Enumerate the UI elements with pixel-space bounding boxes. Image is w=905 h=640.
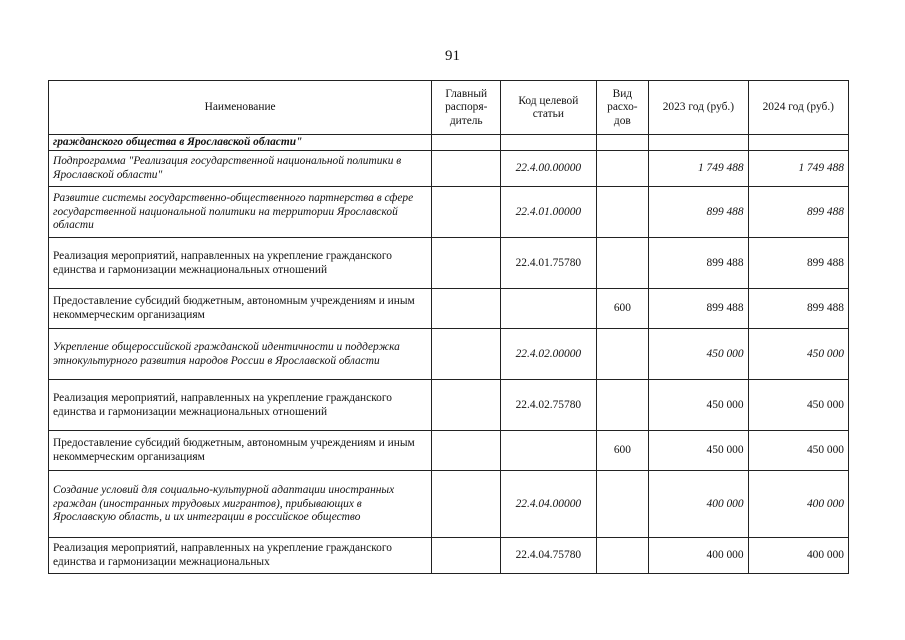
row-amount-2024: 450 000 bbox=[748, 380, 848, 431]
row-amount-2024: 899 488 bbox=[748, 289, 848, 329]
row-name: Развитие системы государственно-общественного партнерства в сфере государственной национальной политики на территории Ярославской области bbox=[49, 187, 432, 238]
row-code bbox=[501, 431, 596, 471]
header-year-2023: 2023 год (руб.) bbox=[649, 81, 748, 135]
row-administrator bbox=[432, 431, 501, 471]
row-amount-2024: 1 749 488 bbox=[748, 151, 848, 187]
header-year-2024: 2024 год (руб.) bbox=[748, 81, 848, 135]
row-administrator bbox=[432, 329, 501, 380]
table-row bbox=[49, 431, 849, 471]
table-row bbox=[49, 238, 849, 289]
row-kind bbox=[596, 380, 649, 431]
row-administrator bbox=[432, 151, 501, 187]
row-amount-2023: 450 000 bbox=[649, 380, 748, 431]
row-kind bbox=[596, 238, 649, 289]
row-name: гражданского общества в Ярославской области" bbox=[49, 135, 432, 151]
row-code: 22.4.02.75780 bbox=[501, 380, 596, 431]
row-administrator bbox=[432, 289, 501, 329]
row-code: 22.4.04.75780 bbox=[501, 538, 596, 574]
row-kind bbox=[596, 471, 649, 538]
page-number: 91 bbox=[445, 48, 460, 64]
row-name: Подпрограмма "Реализация государственной национальной политики в Ярославской области" bbox=[49, 151, 432, 187]
row-code: 22.4.01.75780 bbox=[501, 238, 596, 289]
row-name: Реализация мероприятий, направленных на укрепление гражданского единства и гармонизации межнациональных отношений bbox=[49, 380, 432, 431]
budget-table bbox=[48, 80, 849, 574]
row-amount-2024 bbox=[748, 135, 848, 151]
row-kind: 600 bbox=[596, 431, 649, 471]
row-name: Предоставление субсидий бюджетным, автономным учреждениям и иным некоммерческим организациям bbox=[49, 431, 432, 471]
row-amount-2024: 450 000 bbox=[748, 329, 848, 380]
row-administrator bbox=[432, 135, 501, 151]
table-row bbox=[49, 380, 849, 431]
row-amount-2023: 1 749 488 bbox=[649, 151, 748, 187]
header-administrator: Главный распоря-дитель bbox=[432, 81, 501, 135]
row-amount-2023: 450 000 bbox=[649, 329, 748, 380]
row-administrator bbox=[432, 471, 501, 538]
row-name: Реализация мероприятий, направленных на укрепление гражданского единства и гармонизации межнациональных отношений bbox=[49, 238, 432, 289]
row-administrator bbox=[432, 380, 501, 431]
row-code bbox=[501, 135, 596, 151]
table-row bbox=[49, 135, 849, 151]
row-kind bbox=[596, 538, 649, 574]
row-kind bbox=[596, 135, 649, 151]
row-amount-2023: 899 488 bbox=[649, 187, 748, 238]
table-row bbox=[49, 329, 849, 380]
row-name: Реализация мероприятий, направленных на укрепление гражданского единства и гармонизации межнациональных bbox=[49, 538, 432, 574]
row-amount-2024: 899 488 bbox=[748, 187, 848, 238]
row-name: Предоставление субсидий бюджетным, автономным учреждениям и иным некоммерческим организациям bbox=[49, 289, 432, 329]
row-amount-2023: 899 488 bbox=[649, 289, 748, 329]
row-amount-2024: 899 488 bbox=[748, 238, 848, 289]
row-code: 22.4.01.00000 bbox=[501, 187, 596, 238]
table-row bbox=[49, 289, 849, 329]
row-amount-2024: 400 000 bbox=[748, 471, 848, 538]
row-amount-2023: 400 000 bbox=[649, 471, 748, 538]
row-administrator bbox=[432, 238, 501, 289]
header-expense-type: Вид расхо-дов bbox=[596, 81, 649, 135]
row-administrator bbox=[432, 187, 501, 238]
header-name: Наименование bbox=[49, 81, 432, 135]
table-row bbox=[49, 471, 849, 538]
row-kind bbox=[596, 187, 649, 238]
row-administrator bbox=[432, 538, 501, 574]
row-amount-2024: 400 000 bbox=[748, 538, 848, 574]
table-row bbox=[49, 187, 849, 238]
table-header-row bbox=[49, 81, 849, 135]
row-name: Укрепление общероссийской гражданской идентичности и поддержка этнокультурного развития народов России в Ярославской области bbox=[49, 329, 432, 380]
row-amount-2024: 450 000 bbox=[748, 431, 848, 471]
row-code: 22.4.02.00000 bbox=[501, 329, 596, 380]
table-row bbox=[49, 538, 849, 574]
row-name: Создание условий для социально-культурной адаптации иностранных граждан (иностранных трудовых мигрантов), прибывающих в Ярославскую область, и их интеграции в российское общество bbox=[49, 471, 432, 538]
row-amount-2023: 400 000 bbox=[649, 538, 748, 574]
header-target-code: Код целевой статьи bbox=[501, 81, 596, 135]
row-code bbox=[501, 289, 596, 329]
row-code: 22.4.00.00000 bbox=[501, 151, 596, 187]
row-amount-2023 bbox=[649, 135, 748, 151]
row-kind: 600 bbox=[596, 289, 649, 329]
row-amount-2023: 899 488 bbox=[649, 238, 748, 289]
row-amount-2023: 450 000 bbox=[649, 431, 748, 471]
row-kind bbox=[596, 151, 649, 187]
table-row bbox=[49, 151, 849, 187]
row-code: 22.4.04.00000 bbox=[501, 471, 596, 538]
row-kind bbox=[596, 329, 649, 380]
